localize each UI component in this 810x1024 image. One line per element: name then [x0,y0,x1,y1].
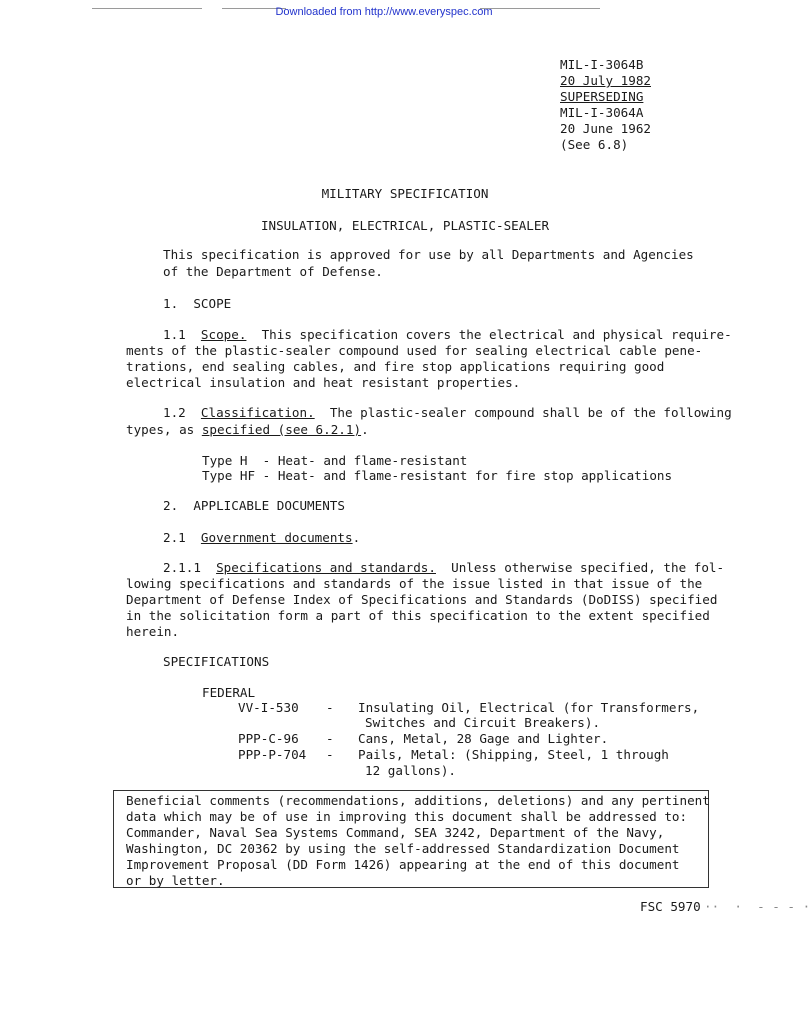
fsc-trailing-rule: ·· · - - - · [704,899,810,914]
section-2-1-line [163,530,763,546]
specifications-heading: SPECIFICATIONS [163,654,270,669]
spec-description-cont: Switches and Circuit Breakers). [365,715,601,730]
spec-description: Cans, Metal, 28 Gage and Lighter. [358,731,609,746]
section-1-1-line-4: electrical insulation and heat resistant properties. [126,375,521,390]
comments-notice-box [113,790,709,888]
section-1-2-line-2 [126,422,726,438]
notice-line: Commander, Naval Sea Systems Command, SEA 3242, Department of the Navy, [126,825,665,840]
doc-id: MIL-I-3064B [560,57,644,72]
section-number: 2.1 [163,530,201,545]
section-text: . [352,530,361,545]
section-title: Government documents [200,530,353,545]
section-title: Specifications and standards. [216,560,436,575]
type-hf-line: Type HF - Heat- and flame-resistant for fire stop applications [202,468,673,483]
spec-description: Pails, Metal: (Shipping, Steel, 1 through [358,747,669,762]
section-1-1-line-1 [163,327,763,343]
download-source-link[interactable]: Downloaded from http://www.everyspec.com [275,6,493,18]
spec-dash: - [326,700,334,715]
spec-type-title: MILITARY SPECIFICATION [321,186,489,201]
spec-id: PPP-P-704 [238,747,307,762]
spec-id: VV-I-530 [238,700,299,715]
federal-heading: FEDERAL [202,685,256,700]
section-2-1-1-line-4: in the solicitation form a part of this specification to the extent specified [126,608,710,623]
section-2-1-1-line-5: herein. [126,624,180,639]
section-text: types, as [126,422,202,437]
section-title: Classification. [200,405,315,420]
section-1-heading: 1. SCOPE [163,296,232,311]
doc-date: 20 July 1982 [560,73,651,88]
spec-subject-title: INSULATION, ELECTRICAL, PLASTIC-SEALER [260,218,550,233]
section-2-1-1-line-3: Department of Defense Index of Specifications and Standards (DoDISS) specified [126,592,718,607]
notice-line: data which may be of use in improving this document shall be addressed to: [126,809,688,824]
spec-id: PPP-C-96 [238,731,299,746]
section-number: 1.1 [163,327,201,342]
superseding-label: SUPERSEDING [560,89,644,104]
section-2-1-1-line-1 [163,560,763,576]
notice-line: or by letter. [126,873,225,888]
section-text: Unless otherwise specified, the fol- [435,560,725,575]
section-text: . [361,422,369,437]
notice-line: Washington, DC 20362 by using the self-addressed Standardization Document [126,841,680,856]
spec-description-cont: 12 gallons). [365,763,456,778]
document-header [560,57,651,153]
section-2-heading: 2. APPLICABLE DOCUMENTS [163,498,345,513]
section-1-1-line-3: trations, end sealing cables, and fire stop applications requiring good [126,359,665,374]
section-number: 2.1.1 [163,560,217,575]
section-number: 1.2 [163,405,201,420]
superseded-id: MIL-I-3064A [560,105,644,120]
type-h-line: Type H - Heat- and flame-resistant [202,453,468,468]
section-1-2-line-1 [163,405,763,421]
approval-line-1: This specification is approved for use by all Departments and Agencies [163,247,694,262]
approval-line-2: of the Department of Defense. [163,264,383,279]
section-reference: specified (see 6.2.1) [201,422,362,437]
see-note: (See 6.8) [560,137,629,152]
superseded-date: 20 June 1962 [560,121,651,136]
section-title: Scope. [200,327,247,342]
section-1-1-line-2: ments of the plastic-sealer compound used for sealing electrical cable pene- [126,343,703,358]
notice-line: Beneficial comments (recommendations, additions, deletions) and any pertinent [126,793,710,808]
section-text: This specification covers the electrical and physical require- [246,327,732,342]
spec-dash: - [326,747,334,762]
spec-description: Insulating Oil, Electrical (for Transformers, [358,700,700,715]
spec-dash: - [326,731,334,746]
notice-line: Improvement Proposal (DD Form 1426) appearing at the end of this document [126,857,680,872]
fsc-code: FSC 5970 [640,899,701,914]
section-2-1-1-line-2: lowing specifications and standards of the issue listed in that issue of the [126,576,703,591]
section-text: The plastic-sealer compound shall be of the following [314,405,732,420]
